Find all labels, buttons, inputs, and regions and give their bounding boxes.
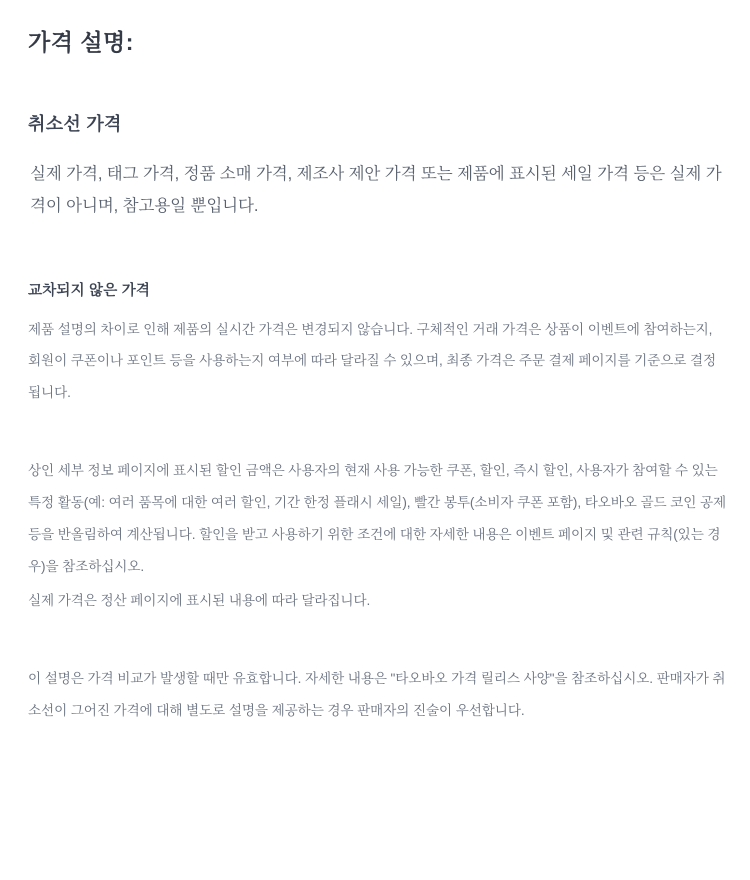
page-title: 가격 설명:: [28, 29, 134, 55]
paragraph-discount-calculation: 상인 세부 정보 페이지에 표시된 할인 금액은 사용자의 현재 사용 가능한 쿠폰, 할인, 즉시 할인, 사용자가 참여할 수 있는 특정 활동(예: 여러 품목에 대한 여러 할인, 기간 한정 플래시 세일), 빨간 봉투(소비자 쿠폰 포함), 타오바오 골드 코인 공제 등을 반올림하여 계산됩니다. 할인을 받고 사용하기 위한 조건에 대한 자세한 내용은 이벤트 페이지 및 관련 규칙(있는 경우)을 참조하십시오.: [28, 463, 727, 575]
paragraph-realtime-price: 제품 설명의 차이로 인해 제품의 실시간 가격은 변경되지 않습니다. 구체적인 거래 가격은 상품이 이벤트에 참여하는지, 회원이 쿠폰이나 포인트 등을 사용하는지 여부에 따라 달라질 수 있으며, 최종 가격은 주문 결제 페이지를 기준으로 결정됩니다.: [28, 321, 717, 401]
section-heading-non-crossed-price: 교차되지 않은 가격: [28, 282, 151, 299]
paragraph-price-comparison-validity: 이 설명은 가격 비교가 발생할 때만 유효합니다. 자세한 내용은 "타오바오 가격 릴리스 사양"을 참조하십시오. 판매자가 취소선이 그어진 가격에 대해 별도로 설명을 제공하는 경우 판매자의 진술이 우선합니다.: [28, 671, 726, 718]
section-non-crossed-price: [22, 279, 728, 727]
section-strikethrough-price: [22, 110, 728, 222]
section-heading-strikethrough-price: 취소선 가격: [28, 114, 122, 135]
lead-paragraph-strikethrough-price: 실제 가격, 태그 가격, 정품 소매 가격, 제조사 제안 가격 또는 제품에 표시된 세일 가격 등은 실제 가격이 아니며, 참고용일 뿐입니다.: [30, 165, 722, 216]
paragraph-settlement-price: 실제 가격은 정산 페이지에 표시된 내용에 따라 달라집니다.: [28, 593, 371, 609]
